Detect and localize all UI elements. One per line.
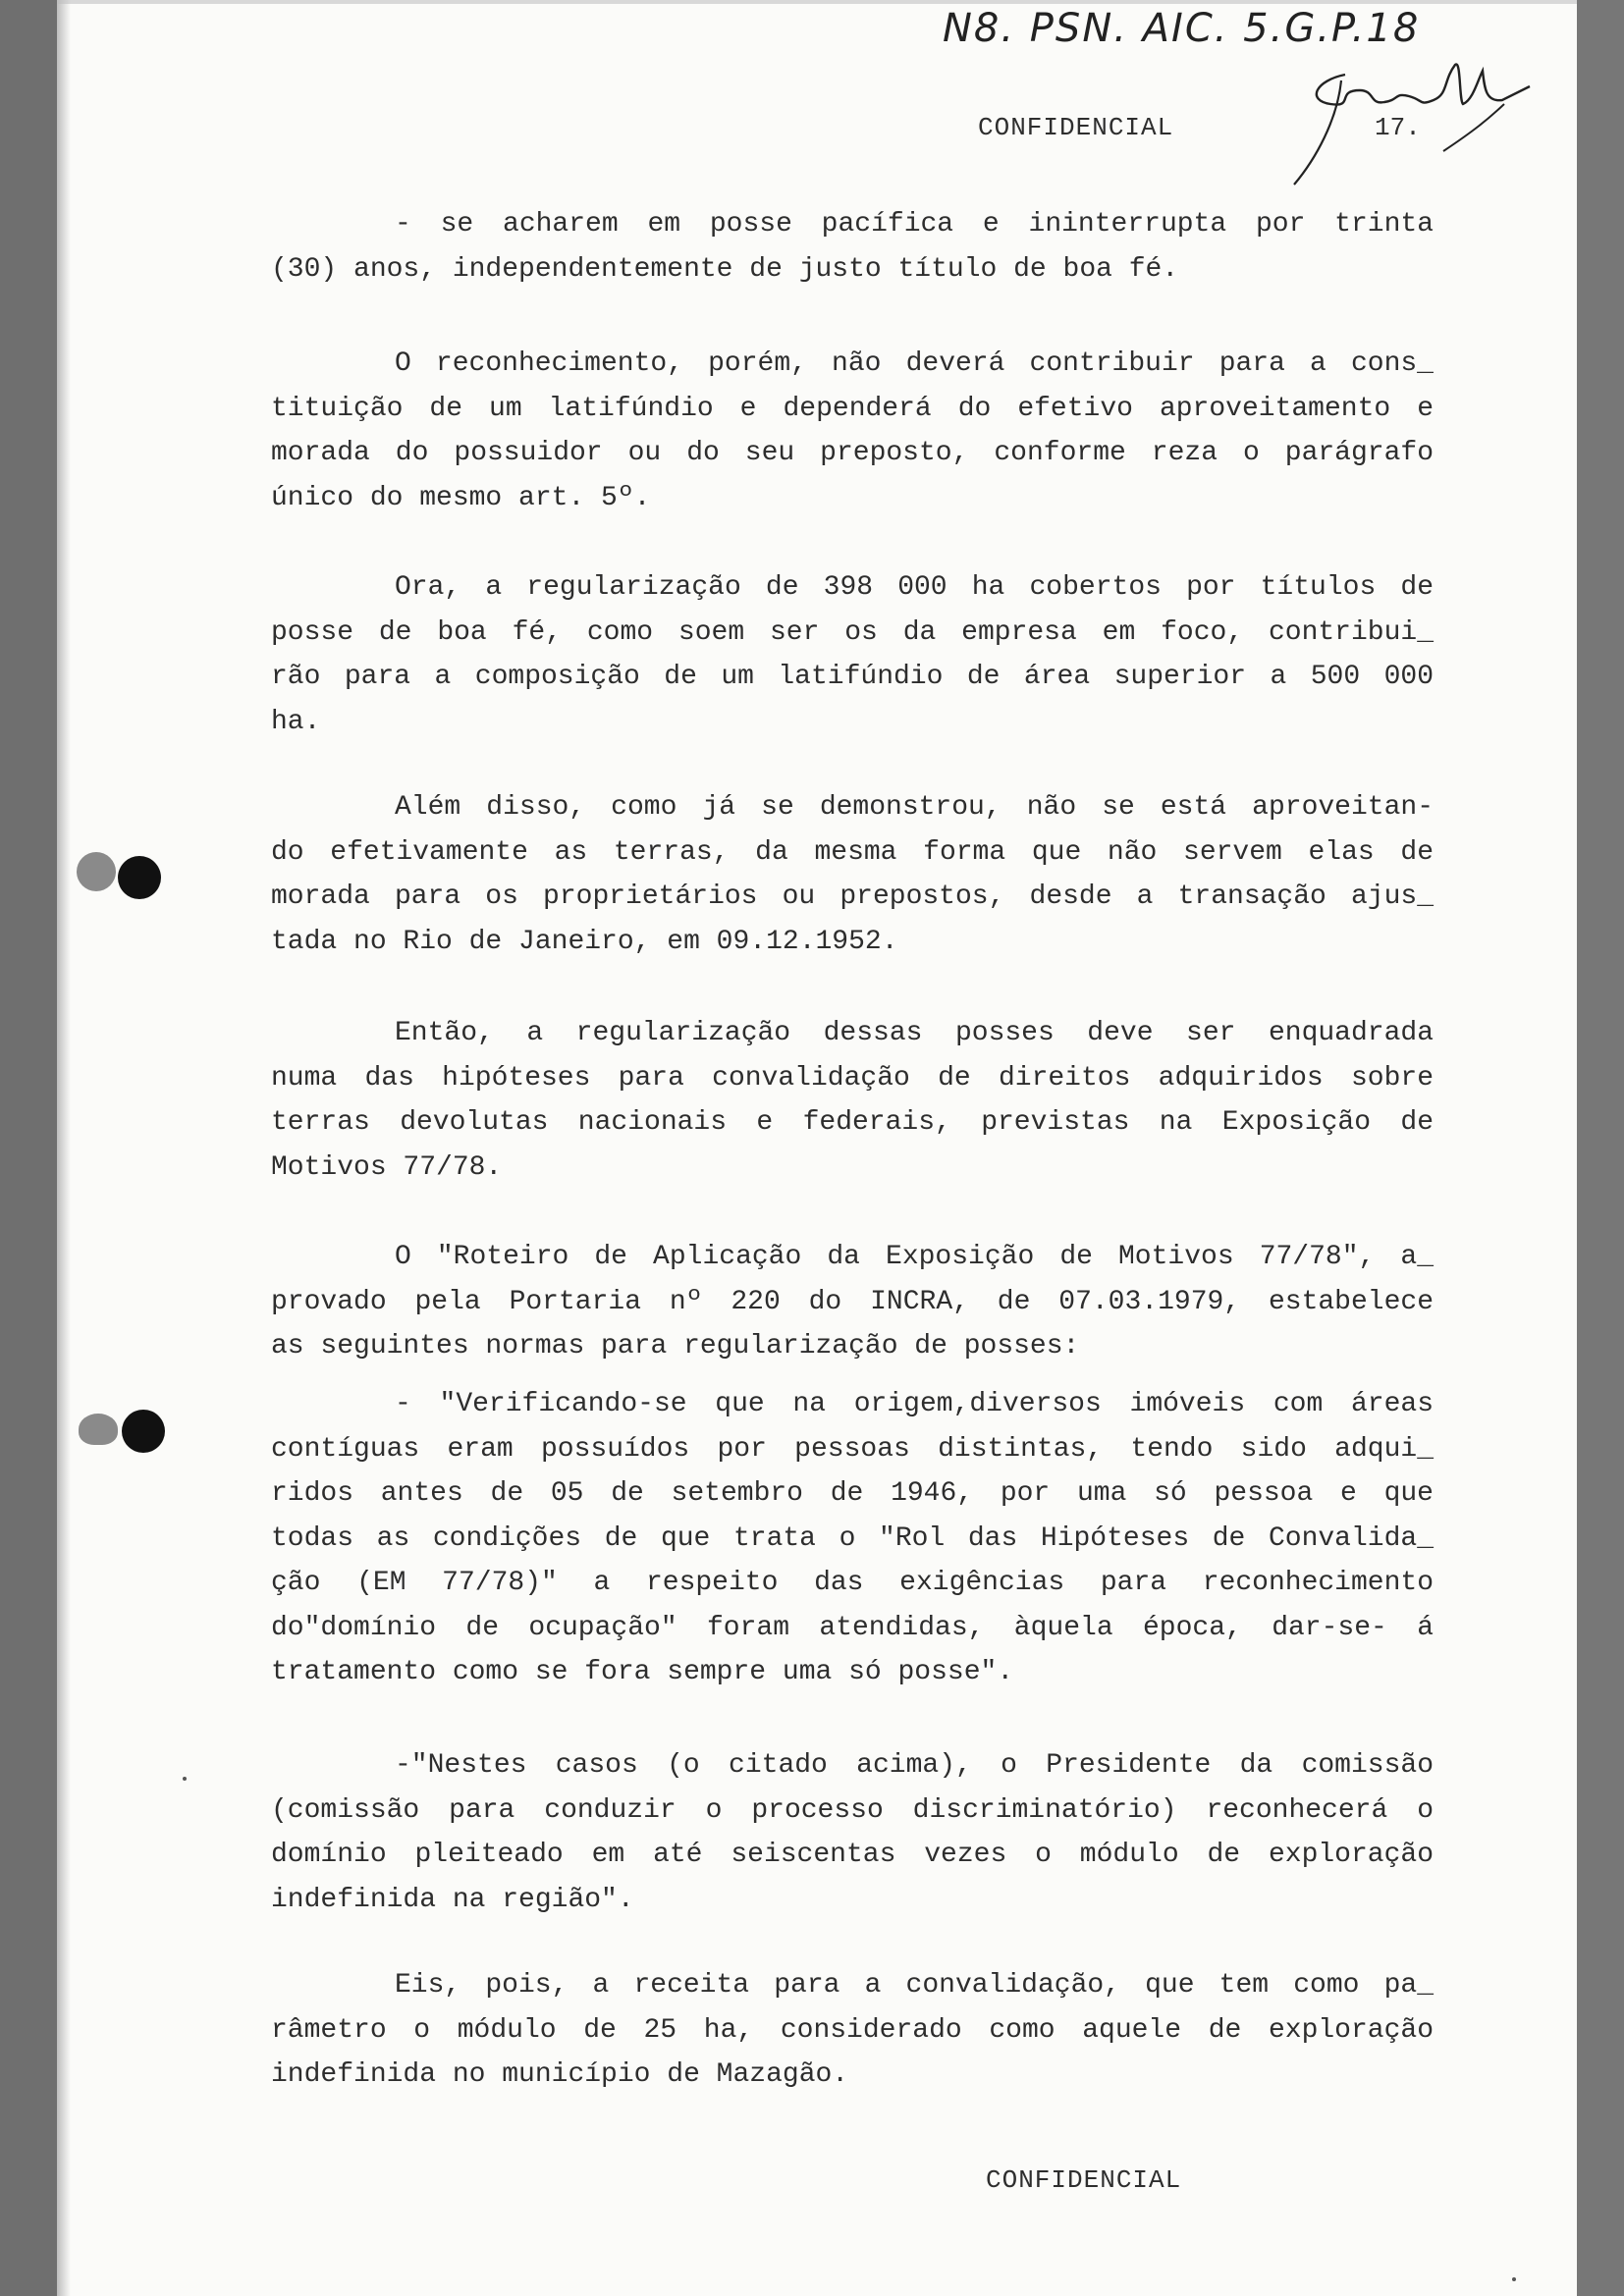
text-line: tratamento como se fora sempre uma só posse". <box>271 1657 1014 1687</box>
text-line: Além disso, como já se demonstrou, não se está aproveitan- <box>395 792 1434 823</box>
text-line: numa das hipóteses para convalidação de direitos adquiridos sobre <box>271 1062 1434 1094</box>
text-line: posse de boa fé, como soem ser os da empresa em foco, contribui_ <box>271 616 1434 648</box>
text-line: (comissão para conduzir o processo discriminatório) reconhecerá o <box>271 1794 1434 1826</box>
text-line: indefinida na região". <box>271 1884 634 1915</box>
text-line: do"domínio de ocupação" foram atendidas, àquela época, dar-se- á <box>271 1612 1434 1643</box>
punch-hole-ghost-bottom <box>79 1414 118 1445</box>
text-line: -"Nestes casos (o citado acima), o Presidente da comissão <box>395 1750 1434 1781</box>
text-line: terras devolutas nacionais e federais, previstas na Exposição de <box>271 1107 1434 1138</box>
paragraph <box>271 1235 1434 1369</box>
punch-hole-ghost-top <box>77 852 116 891</box>
text-line: Eis, pois, a receita para a convalidação, que tem como pa_ <box>395 1970 1434 2001</box>
paragraph <box>271 1743 1434 1922</box>
text-line: - se acharem em posse pacífica e ininterrupta por trinta <box>395 209 1434 240</box>
text-line: ha. <box>271 706 321 737</box>
text-line: ridos antes de 05 de setembro de 1946, por uma só pessoa e que <box>271 1478 1434 1509</box>
header-confidential: CONFIDENCIAL <box>978 113 1174 142</box>
scan-top-edge <box>57 0 1577 4</box>
text-line: indefinida no município de Mazagão. <box>271 2059 849 2090</box>
punch-hole-top <box>118 856 161 899</box>
text-line: as seguintes normas para regularização de posses: <box>271 1331 1080 1362</box>
handwritten-reference: N8. PSN. AIC. 5.G.P.18 <box>943 6 1421 51</box>
paragraph <box>271 342 1434 520</box>
paragraph <box>271 785 1434 964</box>
paragraph <box>271 565 1434 744</box>
text-line: morada do possuidor ou do seu preposto, conforme reza o parágrafo <box>271 438 1434 468</box>
punch-hole-bottom <box>122 1410 165 1453</box>
text-line: râmetro o módulo de 25 ha, considerado como aquele de exploração <box>271 2014 1434 2046</box>
footer-confidential: CONFIDENCIAL <box>986 2165 1182 2195</box>
text-line: todas as condições de que trata o "Rol das Hipóteses de Convalida_ <box>271 1522 1434 1554</box>
speck <box>1512 2277 1516 2281</box>
text-line: ção (EM 77/78)" a respeito das exigências para reconhecimento <box>271 1568 1434 1598</box>
text-line: morada para os proprietários ou prepostos, desde a transação ajus_ <box>271 881 1434 912</box>
text-line: Então, a regularização dessas posses deve ser enquadrada <box>395 1018 1434 1048</box>
text-line: - "Verificando-se que na origem,diversos imóveis com áreas <box>395 1389 1434 1419</box>
paragraph <box>271 202 1434 292</box>
text-line: Ora, a regularização de 398 000 ha cobertos por títulos de <box>395 572 1434 603</box>
paragraph <box>271 1011 1434 1190</box>
paragraph <box>271 1963 1434 2098</box>
text-line: tada no Rio de Janeiro, em 09.12.1952. <box>271 926 898 957</box>
text-line: contíguas eram possuídos por pessoas distintas, tendo sido adqui_ <box>271 1433 1434 1465</box>
text-line: O reconhecimento, porém, não deverá contribuir para a cons_ <box>395 348 1434 379</box>
text-line: Motivos 77/78. <box>271 1151 503 1183</box>
text-line: do efetivamente as terras, da mesma forma que não servem elas de <box>271 836 1434 868</box>
paragraph <box>271 1382 1434 1695</box>
text-line: provado pela Portaria nº 220 do INCRA, de 07.03.1979, estabelece <box>271 1286 1434 1317</box>
paper-shadow <box>57 0 71 2296</box>
text-line: único do mesmo art. 5º. <box>271 482 651 513</box>
text-line: O "Roteiro de Aplicação da Exposição de Motivos 77/78", a_ <box>395 1242 1434 1272</box>
scan-right-edge <box>1577 0 1624 2296</box>
text-line: rão para a composição de um latifúndio de área superior a 500 000 <box>271 662 1434 692</box>
scan-left-edge <box>0 0 57 2296</box>
text-line: tituição de um latifúndio e dependerá do efetivo aproveitamento e <box>271 393 1434 424</box>
text-line: (30) anos, independentemente de justo título de boa fé. <box>271 253 1179 285</box>
speck <box>183 1777 187 1781</box>
text-line: domínio pleiteado em até seiscentas vezes o módulo de exploração <box>271 1840 1434 1870</box>
page-number: 17. <box>1375 113 1421 142</box>
